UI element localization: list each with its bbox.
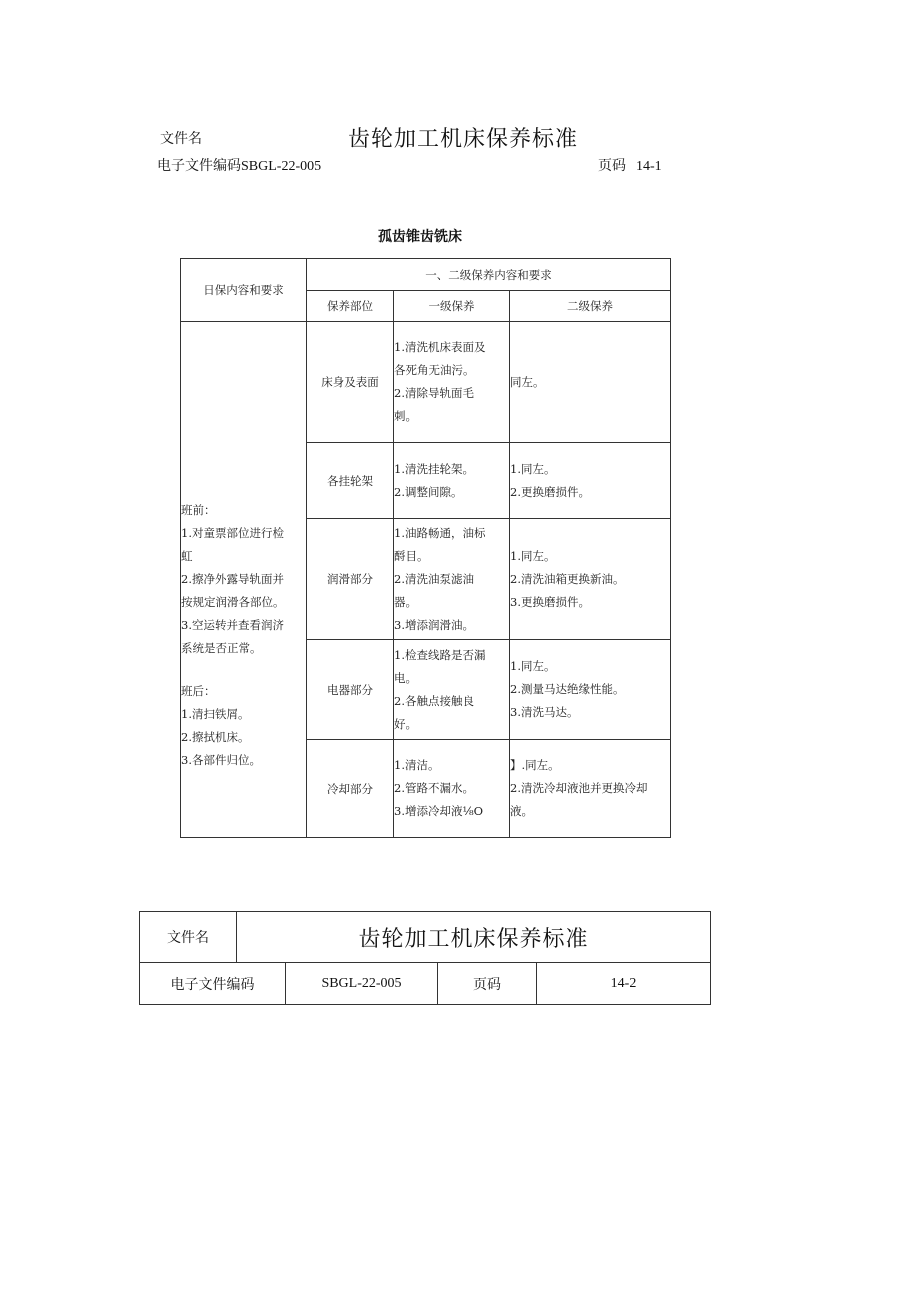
machine-subtitle: 孤齿锥齿铣床 (378, 229, 462, 245)
file-code (157, 155, 321, 175)
level2-cell (510, 640, 671, 740)
list-item: 2.擦拭机床。 (181, 730, 250, 744)
list-item: 3.空运转并查看润济 (181, 618, 284, 632)
list-item: 2.清洗冷却液池并更换冷却 (510, 781, 648, 795)
part-cell: 冷却部分 (307, 740, 394, 838)
list-item: 3.各部件归位。 (181, 753, 261, 767)
footer-file-label: 文件名 (140, 912, 237, 963)
level2-cell (510, 519, 671, 640)
list-item: 2.清洗油箱更换新油。 (510, 571, 625, 586)
level1-cell (394, 322, 510, 443)
list-item: 器。 (394, 594, 417, 609)
list-item: 2.测量马达绝缘性能。 (510, 682, 625, 696)
list-item: 虹 (181, 549, 193, 563)
list-item: 刺。 (394, 409, 417, 423)
footer-page-value: 14-2 (537, 963, 711, 1005)
list-item: 液。 (510, 804, 533, 818)
list-item: 3.清洗马达。 (510, 705, 579, 719)
list-item: 各死角无油污。 (394, 363, 475, 377)
list-item: 电。 (394, 670, 417, 685)
level1-cell (394, 640, 510, 740)
level-header: 一、二级保养内容和要求 (307, 259, 671, 291)
level2-cell (510, 322, 671, 443)
file-name-label: 文件名 (160, 131, 202, 147)
list-item: 2.擦净外露导轨面并 (181, 572, 284, 586)
level2-header: 二级保养 (510, 291, 671, 322)
list-item: 系统是否正常。 (181, 641, 262, 655)
list-item: 】.同左。 (510, 758, 560, 772)
page-number (598, 155, 662, 175)
list-item: 1.清洁。 (394, 758, 440, 772)
list-item: 1.清扫铁屑。 (181, 707, 250, 721)
list-item: 1.检查线路是否漏 (394, 647, 486, 662)
list-item: 1.清洗挂轮架。 (394, 461, 474, 476)
list-item: 酹目。 (394, 548, 429, 563)
level1-cell (394, 740, 510, 838)
list-item: 2.调整间隙。 (394, 484, 463, 499)
list-item: 好。 (394, 716, 417, 731)
list-item: 3.增添润滑油。 (394, 617, 474, 632)
list-item: 同左。 (510, 374, 545, 389)
file-code-label: 电子文件编码 (157, 158, 241, 174)
list-item: 1.同左。 (510, 461, 556, 476)
part-header: 保养部位 (307, 291, 394, 322)
list-item: 3.增添冷却液⅛O (394, 804, 484, 818)
list-item: 2.管路不漏水。 (394, 781, 474, 795)
footer-code-label: 电子文件编码 (140, 963, 286, 1005)
maintenance-table (180, 258, 671, 838)
list-item: 2.清除导轨面毛 (394, 386, 474, 400)
list-item: 1.同左。 (510, 548, 556, 563)
footer-title: 齿轮加工机床保养标准 (237, 912, 711, 963)
daily-content (181, 322, 307, 838)
before-shift-title: 班前： (181, 503, 216, 517)
list-item: 2.更换磨损件。 (510, 484, 590, 499)
file-code-value: SBGL-22-005 (241, 159, 322, 174)
after-shift-title: 班后： (181, 684, 216, 698)
level2-cell (510, 740, 671, 838)
list-item: 2.各触点接触良 (394, 693, 474, 708)
list-item: 1.对童票部位进行检 (181, 526, 284, 540)
footer-page-label: 页码 (438, 963, 537, 1005)
footer-code-value: SBGL-22-005 (286, 963, 438, 1005)
list-item: 2.清洗油泵滤油 (394, 571, 474, 586)
part-cell: 润滑部分 (307, 519, 394, 640)
level1-header: 一级保养 (394, 291, 510, 322)
part-cell: 各挂轮架 (307, 443, 394, 519)
daily-header: 日保内容和要求 (181, 259, 307, 322)
table-row (181, 322, 671, 443)
page-label: 页码 (598, 158, 626, 174)
level2-cell (510, 443, 671, 519)
page-value: 14-1 (636, 159, 662, 174)
level1-cell (394, 519, 510, 640)
part-cell: 电器部分 (307, 640, 394, 740)
list-item: 1.同左。 (510, 659, 556, 673)
list-item: 按规定润滑各部位。 (181, 595, 285, 609)
footer-header-table (139, 911, 711, 1005)
part-cell: 床身及表面 (307, 322, 394, 443)
list-item: 1.清洗机床表面及 (394, 340, 486, 354)
document-title: 齿轮加工机床保养标准 (348, 127, 579, 152)
table-header-row (181, 259, 671, 291)
list-item: 3.更换磨损件。 (510, 594, 590, 609)
list-item: 1.油路畅通，油标 (394, 525, 486, 540)
level1-cell (394, 443, 510, 519)
